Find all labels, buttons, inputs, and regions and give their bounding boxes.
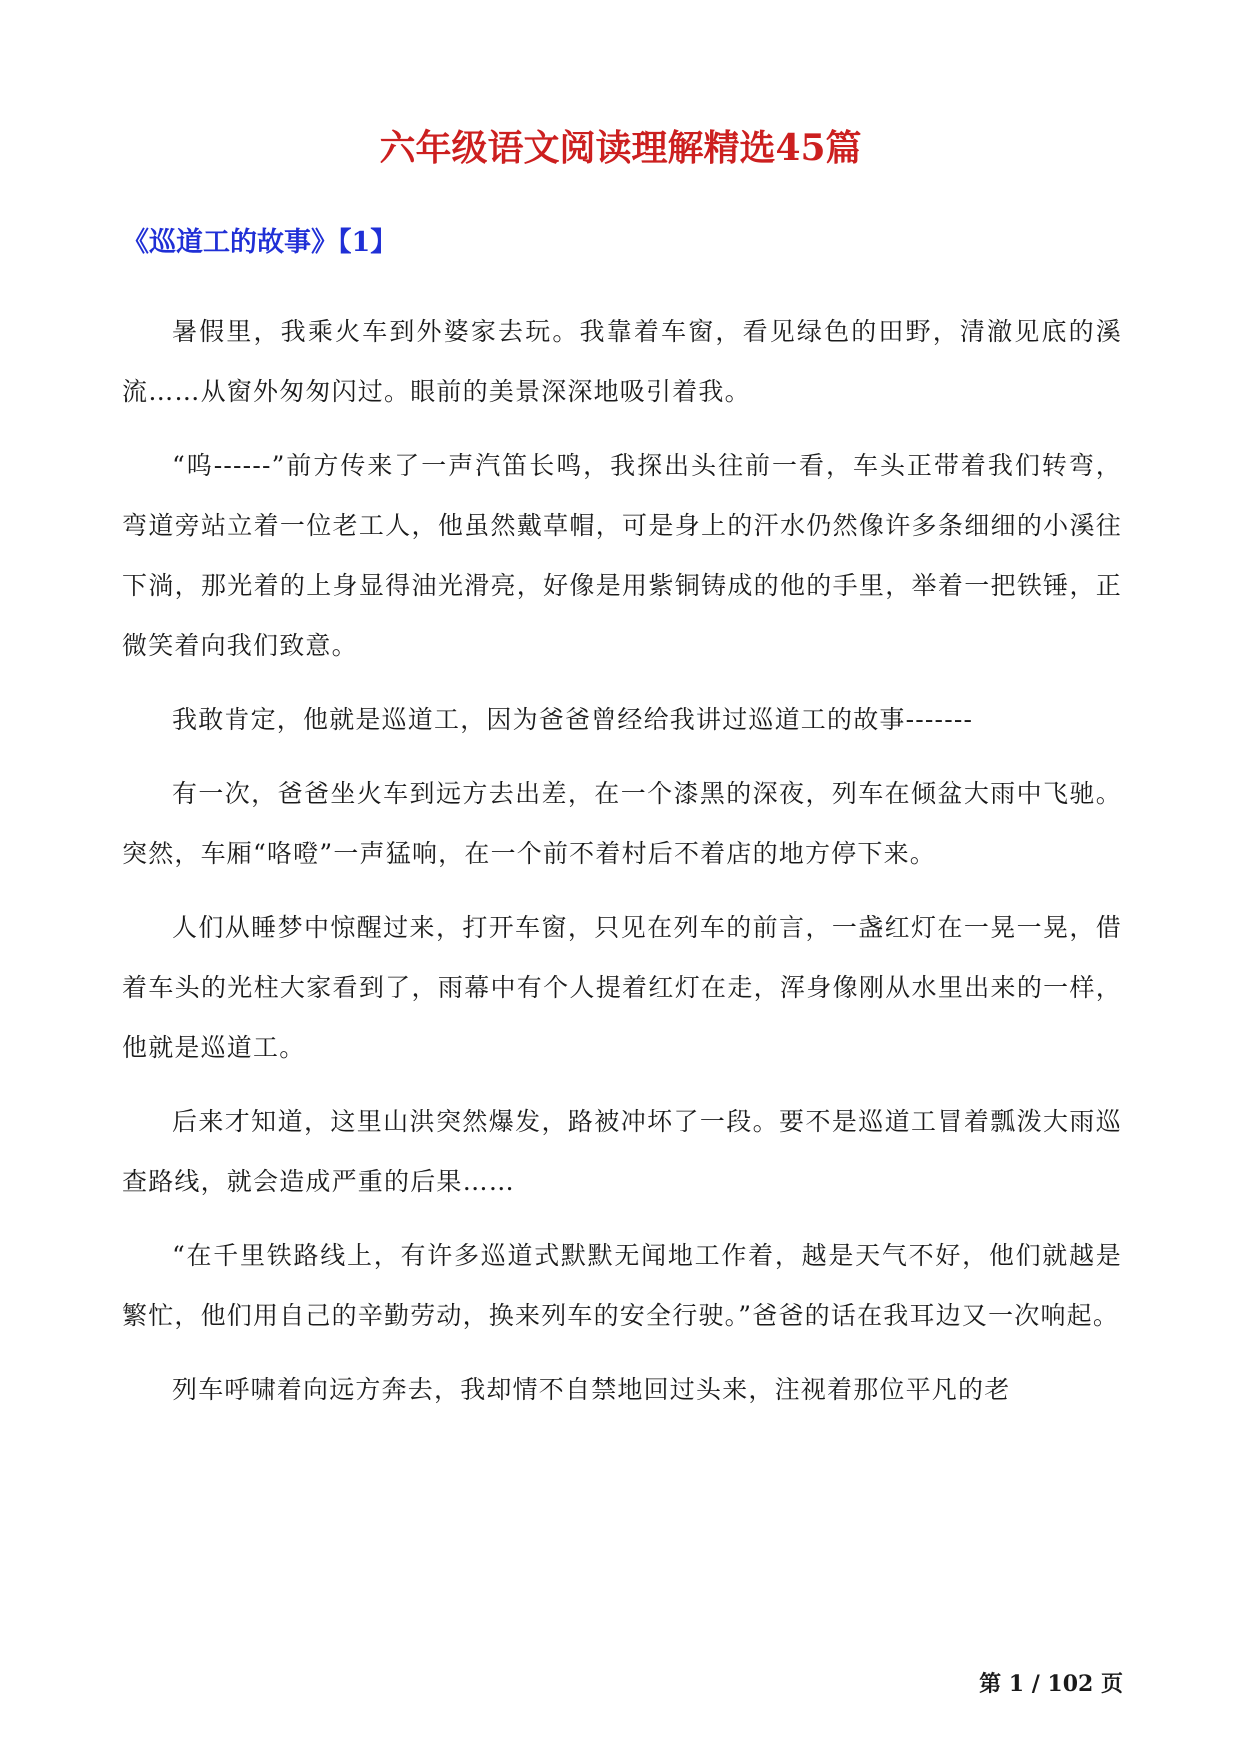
document-title: 六年级语文阅读理解精选45篇 xyxy=(379,127,862,169)
paragraph: 有一次，爸爸坐火车到远方去出差，在一个漆黑的深夜，列车在倾盆大雨中飞驰。突然，车厢“咯噔”一声猛响，在一个前不着村后不着店的地方停下来。 xyxy=(122,779,1122,868)
paragraph: 列车呼啸着向远方奔去，我却情不自禁地回过头来，注视着那位平凡的老 xyxy=(172,1375,1011,1404)
section-title: 《巡道工的故事》【1】 xyxy=(122,227,398,258)
paragraph: 暑假里，我乘火车到外婆家去玩。我靠着车窗，看见绿色的田野，清澈见底的溪流……从窗外匆匆闪过。眼前的美景深深地吸引着我。 xyxy=(122,317,1122,406)
paragraph: “呜------”前方传来了一声汽笛长鸣，我探出头往前一看，车头正带着我们转弯，弯道旁站立着一位老工人，他虽然戴草帽，可是身上的汗水仍然像许多条细细的小溪往下淌，那光着的上身显得油光滑亮，好像是用紫铜铸成的他的手里，举着一把铁锤，正微笑着向我们致意。 xyxy=(122,451,1122,660)
page-number: 第 1 / 102 页 xyxy=(979,1671,1123,1697)
paragraph: 人们从睡梦中惊醒过来，打开车窗，只见在列车的前言，一盏红灯在一晃一晃，借着车头的光柱大家看到了，雨幕中有个人提着红灯在走，浑身像刚从水里出来的一样，他就是巡道工。 xyxy=(122,913,1122,1062)
paragraph: 我敢肯定，他就是巡道工，因为爸爸曾经给我讲过巡道工的故事------- xyxy=(172,705,974,734)
paragraph: 后来才知道，这里山洪突然爆发，路被冲坏了一段。要不是巡道工冒着瓢泼大雨巡查路线，就会造成严重的后果…… xyxy=(122,1107,1122,1196)
article-body xyxy=(122,302,1122,1434)
paragraph: “在千里铁路线上，有许多巡道式默默无闻地工作着，越是天气不好，他们就越是繁忙，他们用自己的辛勤劳动，换来列车的安全行驶。”爸爸的话在我耳边又一次响起。 xyxy=(122,1241,1122,1330)
